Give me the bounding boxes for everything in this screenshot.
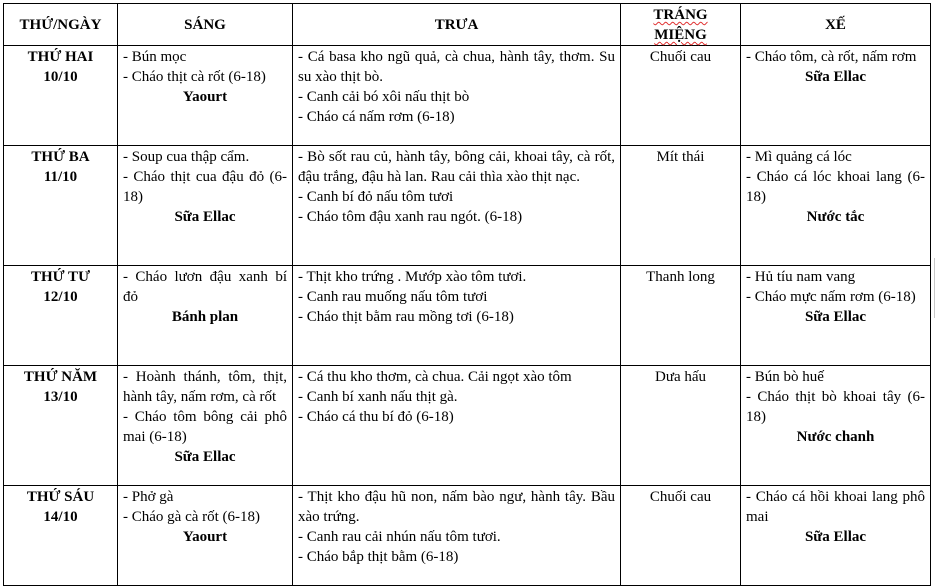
dessert-item: Mít thái bbox=[656, 149, 705, 165]
day-cell bbox=[4, 146, 118, 266]
lunch-cell bbox=[293, 146, 621, 266]
dessert-cell bbox=[621, 366, 741, 486]
morning-extra: Yaourt bbox=[182, 89, 228, 105]
day-date: 13/10 bbox=[43, 389, 78, 405]
dessert-cell bbox=[621, 46, 741, 146]
lunch-item: - Thịt kho đậu hũ non, nấm bào ngư, hành tây. Bầu xào trứng. bbox=[298, 489, 615, 525]
morning-item: - Cháo lươn đậu xanh bí đỏ bbox=[123, 269, 287, 305]
lunch-item: - Canh rau muống nấu tôm tươi bbox=[298, 289, 488, 305]
lunch-cell bbox=[293, 46, 621, 146]
snack-extra: Sữa Ellac bbox=[804, 529, 867, 545]
snack-item: - Mì quảng cá lóc bbox=[746, 149, 852, 165]
morning-item: - Cháo gà cà rốt (6-18) bbox=[123, 509, 261, 525]
lunch-item: - Thịt kho trứng . Mướp xào tôm tươi. bbox=[298, 269, 527, 285]
morning-item: - Cháo thịt cua đậu đỏ (6-18) bbox=[123, 169, 287, 205]
day-cell bbox=[4, 266, 118, 366]
lunch-item: - Cá thu kho thơm, cà chua. Cải ngọt xào tôm bbox=[298, 369, 572, 385]
header-day: THỨ/NGÀY bbox=[4, 4, 118, 46]
morning-item: - Phở gà bbox=[123, 489, 174, 505]
morning-item: - Bún mọc bbox=[123, 49, 187, 65]
snack-cell bbox=[741, 266, 931, 366]
day-date: 11/10 bbox=[43, 169, 78, 185]
snack-extra: Nước chanh bbox=[796, 429, 875, 445]
morning-item: - Cháo tôm bông cải phô mai (6-18) bbox=[123, 409, 287, 445]
morning-extra: Bánh plan bbox=[171, 309, 239, 325]
weekly-menu-table bbox=[3, 3, 931, 586]
dessert-item: Thanh long bbox=[646, 269, 715, 285]
lunch-item: - Canh cải bó xôi nấu thịt bò bbox=[298, 89, 470, 105]
header-dessert bbox=[621, 4, 741, 46]
snack-extra: Sữa Ellac bbox=[804, 69, 867, 85]
day-cell bbox=[4, 486, 118, 586]
menu-row bbox=[4, 366, 931, 486]
menu-row bbox=[4, 266, 931, 366]
snack-cell bbox=[741, 46, 931, 146]
morning-extra: Sữa Ellac bbox=[174, 209, 236, 225]
morning-item: - Soup cua thập cẩm. bbox=[123, 149, 250, 165]
dessert-cell bbox=[621, 266, 741, 366]
lunch-cell bbox=[293, 266, 621, 366]
lunch-item: - Cháo cá thu bí đỏ (6-18) bbox=[298, 409, 454, 425]
day-name: THỨ HAI bbox=[27, 49, 94, 65]
lunch-cell bbox=[293, 366, 621, 486]
dessert-item: Chuối cau bbox=[649, 49, 712, 65]
header-row bbox=[4, 4, 931, 46]
lunch-item: - Canh bí xanh nấu thịt gà. bbox=[298, 389, 458, 405]
morning-item: - Cháo thịt cà rốt (6-18) bbox=[123, 69, 266, 85]
dessert-cell bbox=[621, 486, 741, 586]
lunch-item: - Bò sốt rau củ, hành tây, bông cải, khoai tây, cà rốt, đậu trắng, đậu hà lan. Rau cải thìa xào thịt nạc. bbox=[298, 149, 615, 185]
lunch-item: - Canh bí đỏ nấu tôm tươi bbox=[298, 189, 454, 205]
lunch-cell bbox=[293, 486, 621, 586]
lunch-item: - Cháo tôm đậu xanh rau ngót. (6-18) bbox=[298, 209, 523, 225]
menu-row bbox=[4, 146, 931, 266]
snack-cell bbox=[741, 366, 931, 486]
morning-cell bbox=[118, 266, 293, 366]
snack-item: - Cháo tôm, cà rốt, nấm rơm bbox=[746, 49, 917, 65]
day-cell bbox=[4, 46, 118, 146]
snack-item: - Cháo thịt bò khoai tây (6-18) bbox=[746, 389, 925, 425]
snack-item: - Bún bò huế bbox=[746, 369, 824, 385]
menu-row bbox=[4, 46, 931, 146]
snack-item: - Cháo cá lóc khoai lang (6-18) bbox=[746, 169, 925, 205]
dessert-item: Chuối cau bbox=[649, 489, 712, 505]
snack-item: - Cháo cá hồi khoai lang phô mai bbox=[746, 489, 925, 525]
snack-item: - Cháo mực nấm rơm (6-18) bbox=[746, 289, 916, 305]
day-date: 12/10 bbox=[43, 289, 78, 305]
morning-item: - Hoành thánh, tôm, thịt, hành tây, nấm rơm, cà rốt bbox=[123, 369, 287, 405]
header-lunch: TRƯA bbox=[293, 4, 621, 46]
lunch-item: - Cháo thịt bằm rau mồng tơi (6-18) bbox=[298, 309, 514, 325]
day-name: THỨ TƯ bbox=[30, 269, 91, 285]
lunch-item: - Canh rau cải nhún nấu tôm tươi. bbox=[298, 529, 501, 545]
snack-extra: Nước tắc bbox=[806, 209, 865, 225]
day-cell bbox=[4, 366, 118, 486]
header-morning: SÁNG bbox=[118, 4, 293, 46]
lunch-item: - Cá basa kho ngũ quả, cà chua, hành tây, thơm. Su su xào thịt bò. bbox=[298, 49, 615, 85]
snack-cell bbox=[741, 146, 931, 266]
morning-cell bbox=[118, 146, 293, 266]
morning-cell bbox=[118, 366, 293, 486]
snack-item: - Hủ tíu nam vang bbox=[746, 269, 856, 285]
morning-extra: Sữa Ellac bbox=[174, 449, 236, 465]
day-name: THỨ BA bbox=[31, 149, 90, 165]
dessert-cell bbox=[621, 146, 741, 266]
morning-cell bbox=[118, 486, 293, 586]
snack-cell bbox=[741, 486, 931, 586]
lunch-item: - Cháo bắp thịt bằm (6-18) bbox=[298, 549, 459, 565]
header-snack: XẾ bbox=[741, 4, 931, 46]
header-dessert-label: TRÁNG MIỆNG bbox=[653, 7, 708, 43]
day-date: 14/10 bbox=[43, 509, 78, 525]
scrollbar-edge[interactable] bbox=[934, 258, 941, 318]
lunch-item: - Cháo cá nấm rơm (6-18) bbox=[298, 109, 455, 125]
morning-cell bbox=[118, 46, 293, 146]
snack-extra: Sữa Ellac bbox=[804, 309, 867, 325]
dessert-item: Dưa hấu bbox=[654, 369, 707, 385]
menu-row bbox=[4, 486, 931, 586]
day-name: THỨ NĂM bbox=[23, 369, 98, 385]
day-date: 10/10 bbox=[43, 69, 78, 85]
day-name: THỨ SÁU bbox=[26, 489, 95, 505]
morning-extra: Yaourt bbox=[182, 529, 228, 545]
